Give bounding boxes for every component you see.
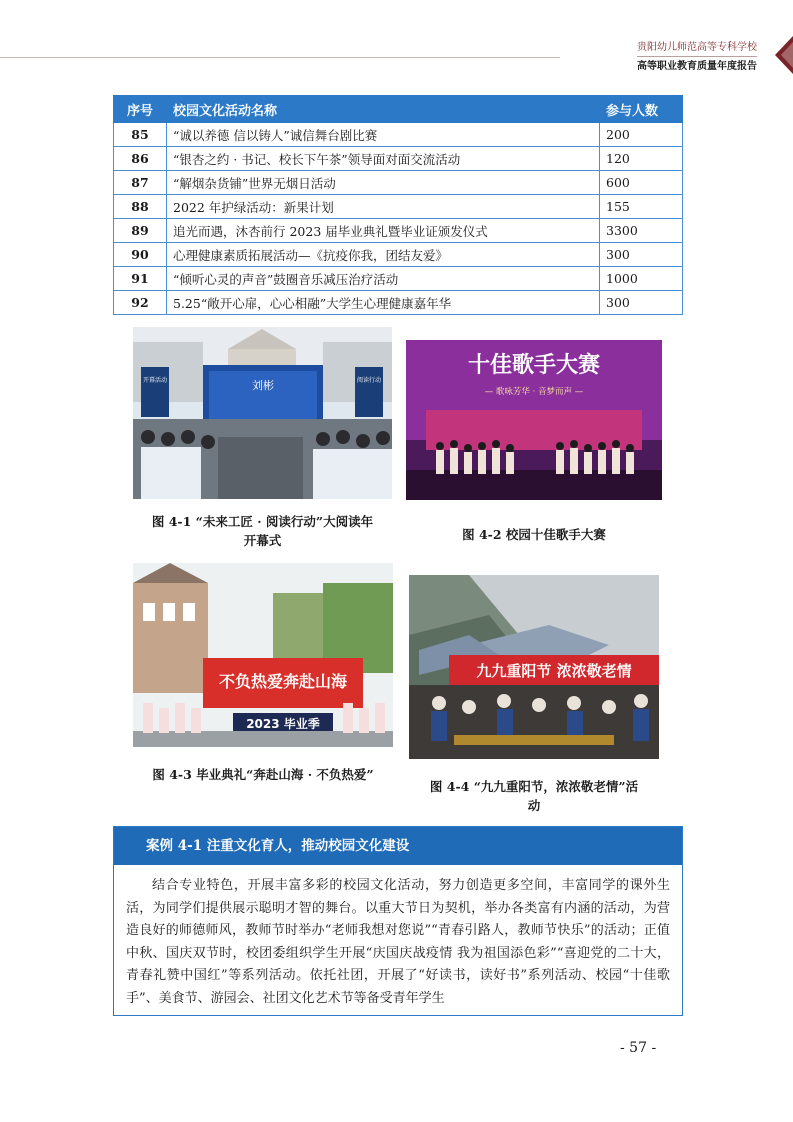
- row-name: 2022 年护绿活动：新果计划: [167, 195, 600, 219]
- row-no: 86: [114, 147, 167, 171]
- caption-4-4: [409, 777, 659, 815]
- row-count: 200: [600, 123, 683, 147]
- row-name: 5.25“敞开心扉，心心相融”大学生心理健康嘉年华: [167, 291, 600, 315]
- row-no: 91: [114, 267, 167, 291]
- photo-singer-contest: [406, 340, 662, 500]
- row-name: 追光而遇，沐杏前行 2023 届毕业典礼暨毕业证颁发仪式: [167, 219, 600, 243]
- col-header-no: 序号: [114, 96, 167, 123]
- row-count: 300: [600, 243, 683, 267]
- row-count: 120: [600, 147, 683, 171]
- caption-4-4-line2: 动: [527, 798, 541, 813]
- table-row: [114, 195, 683, 219]
- page-header: [637, 40, 757, 75]
- contest-title: 十佳歌手大赛: [467, 352, 601, 378]
- row-count: 3300: [600, 219, 683, 243]
- left-banner-text: 开幕活动: [142, 377, 168, 384]
- table-row: [114, 291, 683, 315]
- header-rule: [0, 57, 560, 58]
- row-name: 心理健康素质拓展活动—《抗疫你我，团结友爱》: [167, 243, 600, 267]
- row-no: 89: [114, 219, 167, 243]
- graduation-banner: 不负热爱奔赴山海: [218, 672, 348, 691]
- caption-4-3: 图 4-3 毕业典礼“奔赴山海 · 不负热爱”: [152, 767, 374, 782]
- row-count: 300: [600, 291, 683, 315]
- row-name: “解烟杂货铺”世界无烟日活动: [167, 171, 600, 195]
- table-header-row: [114, 96, 683, 123]
- row-no: 90: [114, 243, 167, 267]
- row-count: 600: [600, 171, 683, 195]
- screen-text: 刘彬: [252, 379, 274, 392]
- row-no: 87: [114, 171, 167, 195]
- graduation-year: 2023 毕业季: [246, 717, 320, 731]
- table-row: [114, 243, 683, 267]
- table-row: [114, 147, 683, 171]
- table-row: [114, 219, 683, 243]
- table-row: [114, 267, 683, 291]
- activity-table: [113, 95, 683, 315]
- festival-banner: 九九重阳节 浓浓敬老情: [476, 662, 632, 680]
- case-study-box: [113, 826, 683, 1016]
- case-title: 案例 4-1 注重文化育人，推动校园文化建设: [114, 827, 682, 865]
- row-count: 155: [600, 195, 683, 219]
- caption-4-4-line1: 图 4-4 “九九重阳节，浓浓敬老情”活: [429, 779, 639, 794]
- row-count: 1000: [600, 267, 683, 291]
- row-name: “银杏之约 · 书记、校长下午茶”领导面对面交流活动: [167, 147, 600, 171]
- right-banner-text: 阅读行动: [356, 377, 382, 384]
- school-name: 贵阳幼儿师范高等专科学校: [637, 42, 757, 53]
- row-no: 85: [114, 123, 167, 147]
- caption-4-1-line1: 图 4-1 “未来工匠 · 阅读行动”大阅读年: [151, 514, 374, 529]
- table-row: [114, 171, 683, 195]
- table-row: [114, 123, 683, 147]
- case-body: 结合专业特色，开展丰富多彩的校园文化活动，努力创造更多空间，丰富同学的课外生活，为同学们提供展示聪明才智的舞台。以重大节日为契机，举办各类富有内涵的活动，为营造良好的师德师风，教师节时举办“老师我想对您说”“青春引路人，教师节快乐”的活动；正值中秋、国庆双节时，校团委组织学生开展“庆国庆战疫情 我为祖国添色彩”“喜迎党的二十大，青春礼赞中国红”等系列活动。依托社团，开展了“好读书，读好书”系列活动、校园“十佳歌手”、美食节、游园会、社团文化艺术节等备受青年学生: [126, 878, 670, 1006]
- report-title: 高等职业教育质量年度报告: [637, 56, 757, 75]
- row-no: 92: [114, 291, 167, 315]
- header-decoration-icon: [771, 36, 793, 74]
- caption-4-1: [133, 512, 392, 550]
- photo-graduation: [133, 563, 393, 747]
- caption-4-2: 图 4-2 校园十佳歌手大赛: [462, 527, 606, 542]
- photo-reading-opening: [133, 327, 392, 499]
- row-name: “倾听心灵的声音”鼓圈音乐减压治疗活动: [167, 267, 600, 291]
- photo-double-ninth: [409, 575, 659, 759]
- col-header-name: 校园文化活动名称: [167, 96, 600, 123]
- page-number: - 57 -: [620, 1040, 657, 1056]
- caption-4-1-line2: 开幕式: [243, 533, 282, 548]
- contest-subtitle: — 歌咏芳华 · 音梦而声 —: [484, 387, 584, 397]
- row-name: “诚以养德 信以铸人”诚信舞台剧比赛: [167, 123, 600, 147]
- row-no: 88: [114, 195, 167, 219]
- col-header-count: 参与人数: [600, 96, 683, 123]
